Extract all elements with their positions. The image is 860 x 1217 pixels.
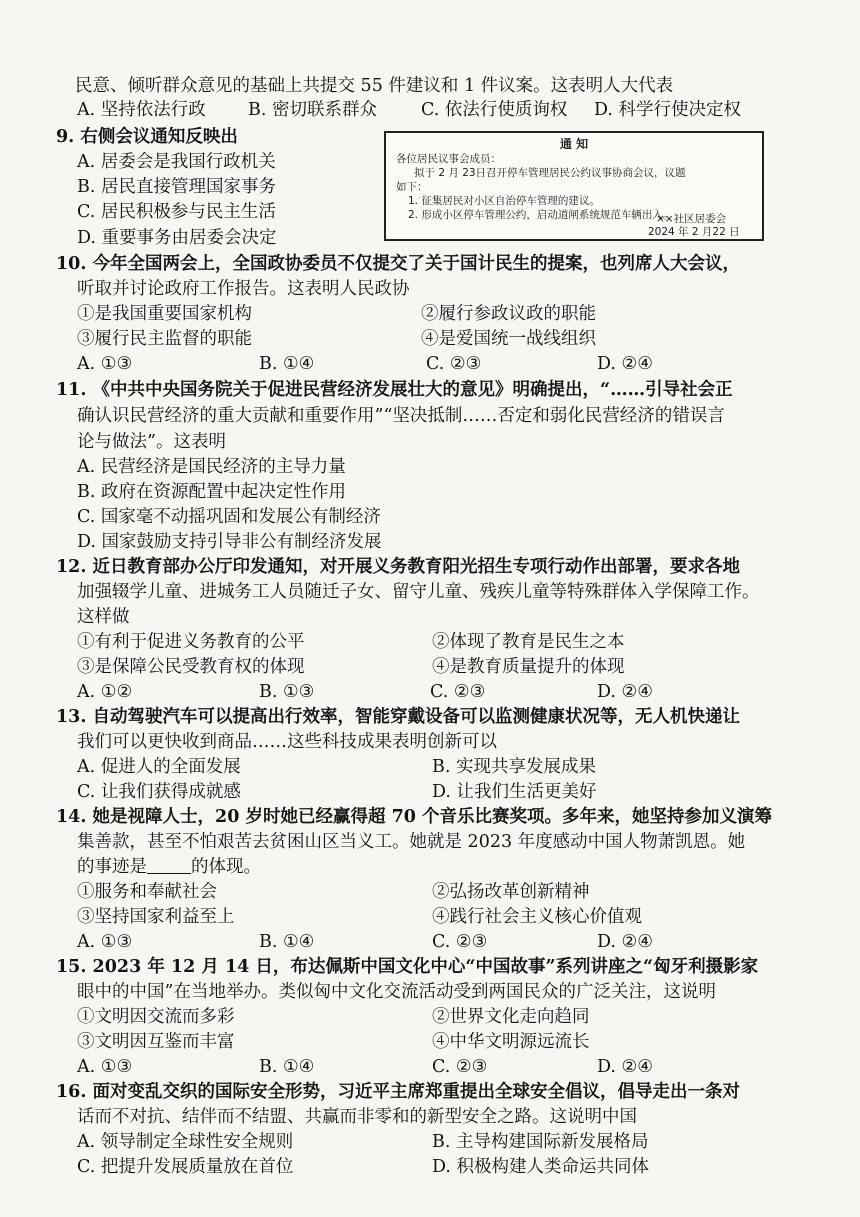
q12-option-b: B. ①③ [259, 682, 315, 702]
q10-statement-1: ①是我国重要国家机构 [77, 304, 252, 324]
q12-statement-3: ③是保障公民受教育权的体现 [77, 657, 305, 677]
notice-signature: ××社区居委会 [656, 213, 727, 225]
notice-date: 2024 年 2 月22 日 [648, 226, 740, 238]
q14-option-a: A. ①③ [77, 932, 133, 952]
q11-stem-line2: 确认识民营经济的重大贡献和重要作用”“坚决抵制……否定和弱化民营经济的错误言 [77, 406, 725, 426]
q12-stem-line3: 这样做 [77, 607, 130, 627]
q9-option-d: D. 重要事务由居委会决定 [77, 228, 277, 248]
q12-option-d: D. ②④ [597, 682, 653, 702]
q14-option-d: D. ②④ [597, 932, 653, 952]
q13-option-c: C. 让我们获得成就感 [77, 782, 241, 802]
q11-option-d: D. 国家鼓励支持引导非公有制经济发展 [77, 532, 382, 552]
q12-statement-4: ④是教育质量提升的体现 [432, 657, 625, 677]
q9-option-c: C. 居民积极参与民主生活 [77, 202, 276, 222]
q14-option-b: B. ①④ [259, 932, 315, 952]
q15-option-a: A. ①③ [77, 1057, 133, 1077]
notice-agenda-label: 如下： [396, 181, 428, 193]
q11-stem-line1: 11. 《中共中央国务院关于促进民营经济发展壮大的意见》明确提出，“……引导社会正 [56, 380, 733, 400]
q15-statement-1: ①文明因交流而多彩 [77, 1007, 235, 1027]
q14-statement-2: ②弘扬改革创新精神 [432, 882, 590, 902]
q11-option-c: C. 国家毫不动摇巩固和发展公有制经济 [77, 507, 381, 527]
meeting-notice [384, 131, 764, 241]
q10-stem-line2: 听取并讨论政府工作报告。这表明人民政协 [77, 279, 410, 299]
q10-statement-4: ④是爱国统一战线组织 [421, 329, 596, 349]
q13-stem-line2: 我们可以更快收到商品……这些科技成果表明创新可以 [77, 732, 497, 752]
q10-option-d: D. ②④ [597, 354, 653, 374]
notice-item-2: 2. 形成小区停车管理公约，启动道闸系统规范车辆出入。 [408, 209, 674, 221]
q11-stem-line3: 论与做法”。这表明 [77, 432, 226, 452]
answer-blank [147, 857, 191, 874]
q12-stem-line1: 12. 近日教育部办公厅印发通知，对开展义务教育阳光招生专项行动作出部署，要求各地 [56, 557, 741, 577]
q12-statement-2: ②体现了教育是民生之本 [432, 632, 625, 652]
q9-stem: 9. 右侧会议通知反映出 [56, 127, 238, 147]
q12-option-a: A. ①② [77, 682, 133, 702]
q14-statement-3: ③坚持国家利益至上 [77, 907, 235, 927]
q16-option-d: D. 积极构建人类命运共同体 [432, 1157, 650, 1177]
q14-stem-line3 [77, 855, 261, 879]
q16-option-b: B. 主导构建国际新发展格局 [432, 1132, 649, 1152]
q13-option-d: D. 让我们生活更美好 [432, 782, 597, 802]
notice-greeting: 各位居民议事会成员： [396, 153, 501, 165]
q8-option-d: D. 科学行使决定权 [594, 100, 742, 120]
q14-stem-before-blank: 的事迹是 [77, 857, 147, 877]
q10-statement-3: ③履行民主监督的职能 [77, 329, 252, 349]
q14-statement-4: ④践行社会主义核心价值观 [432, 907, 642, 927]
q13-option-a: A. 促进人的全面发展 [77, 757, 241, 777]
q12-stem-line2: 加强辍学儿童、进城务工人员随迁子女、留守儿童、残疾儿童等特殊群体入学保障工作。 [77, 582, 760, 602]
q15-stem-line2: 眼中的中国”在当地举办。类似匈中文化交流活动受到两国民众的广泛关注，这说明 [77, 982, 716, 1002]
q8-option-a: A. 坚持依法行政 [77, 100, 206, 120]
q15-statement-2: ②世界文化走向趋同 [432, 1007, 590, 1027]
q15-statement-3: ③文明因互鉴而丰富 [77, 1032, 235, 1052]
q8-option-b: B. 密切联系群众 [248, 100, 377, 120]
q13-option-b: B. 实现共享发展成果 [432, 757, 596, 777]
q15-option-b: B. ①④ [259, 1057, 315, 1077]
q8-option-c: C. 依法行使质询权 [421, 100, 568, 120]
q15-option-c: C. ②③ [432, 1057, 488, 1077]
q10-option-b: B. ①④ [259, 354, 315, 374]
q14-statement-1: ①服务和奉献社会 [77, 882, 217, 902]
q9-option-a: A. 居委会是我国行政机关 [77, 152, 276, 172]
q14-stem-line1: 14. 她是视障人士，20 岁时她已经赢得超 70 个音乐比赛奖项。多年来，她坚持参加义演筹 [56, 807, 773, 827]
q12-option-c: C. ②③ [430, 682, 486, 702]
q10-option-c: C. ②③ [426, 354, 482, 374]
q8-stem-tail: 民意、倾听群众意见的基础上共提交 55 件建议和 1 件议案。这表明人大代表 [75, 76, 674, 96]
q12-statement-1: ①有利于促进义务教育的公平 [77, 632, 305, 652]
q16-stem-line2: 话而不对抗、结伴而不结盟、共赢而非零和的新型安全之路。这说明中国 [77, 1107, 637, 1127]
q14-option-c: C. ②③ [432, 932, 488, 952]
q10-option-a: A. ①③ [77, 354, 133, 374]
q16-option-c: C. 把提升发展质量放在首位 [77, 1157, 294, 1177]
q14-stem-line2: 集善款，甚至不怕艰苦去贫困山区当义工。她就是 2023 年度感动中国人物萧凯恩。她 [77, 832, 746, 852]
notice-title: 通 知 [559, 137, 589, 151]
q16-option-a: A. 领导制定全球性安全规则 [77, 1132, 294, 1152]
q13-stem-line1: 13. 自动驾驶汽车可以提高出行效率，智能穿戴设备可以监测健康状况等，无人机快递让 [56, 707, 741, 727]
q9-option-b: B. 居民直接管理国家事务 [77, 177, 276, 197]
q11-option-b: B. 政府在资源配置中起决定性作用 [77, 482, 346, 502]
q10-statement-2: ②履行参政议政的职能 [421, 304, 596, 324]
q14-stem-after-blank: 的体现。 [191, 857, 261, 877]
q15-statement-4: ④中华文明源远流长 [432, 1032, 590, 1052]
q15-stem-line1: 15. 2023 年 12 月 14 日，布达佩斯中国文化中心“中国故事”系列讲座之“匈牙利摄影家 [56, 957, 759, 977]
q11-option-a: A. 民营经济是国民经济的主导力量 [77, 457, 346, 477]
q15-option-d: D. ②④ [597, 1057, 653, 1077]
notice-body: 拟于 2 月 23日召开停车管理居民公约议事协商会议，议题 [414, 167, 686, 179]
q16-stem-line1: 16. 面对变乱交织的国际安全形势，习近平主席郑重提出全球安全倡议，倡导走出一条对 [56, 1082, 741, 1102]
q10-stem-line1: 10. 今年全国两会上，全国政协委员不仅提交了关于国计民生的提案，也列席人大会议， [56, 254, 741, 274]
notice-item-1: 1. 征集居民对小区自治停车管理的建议。 [408, 195, 600, 207]
